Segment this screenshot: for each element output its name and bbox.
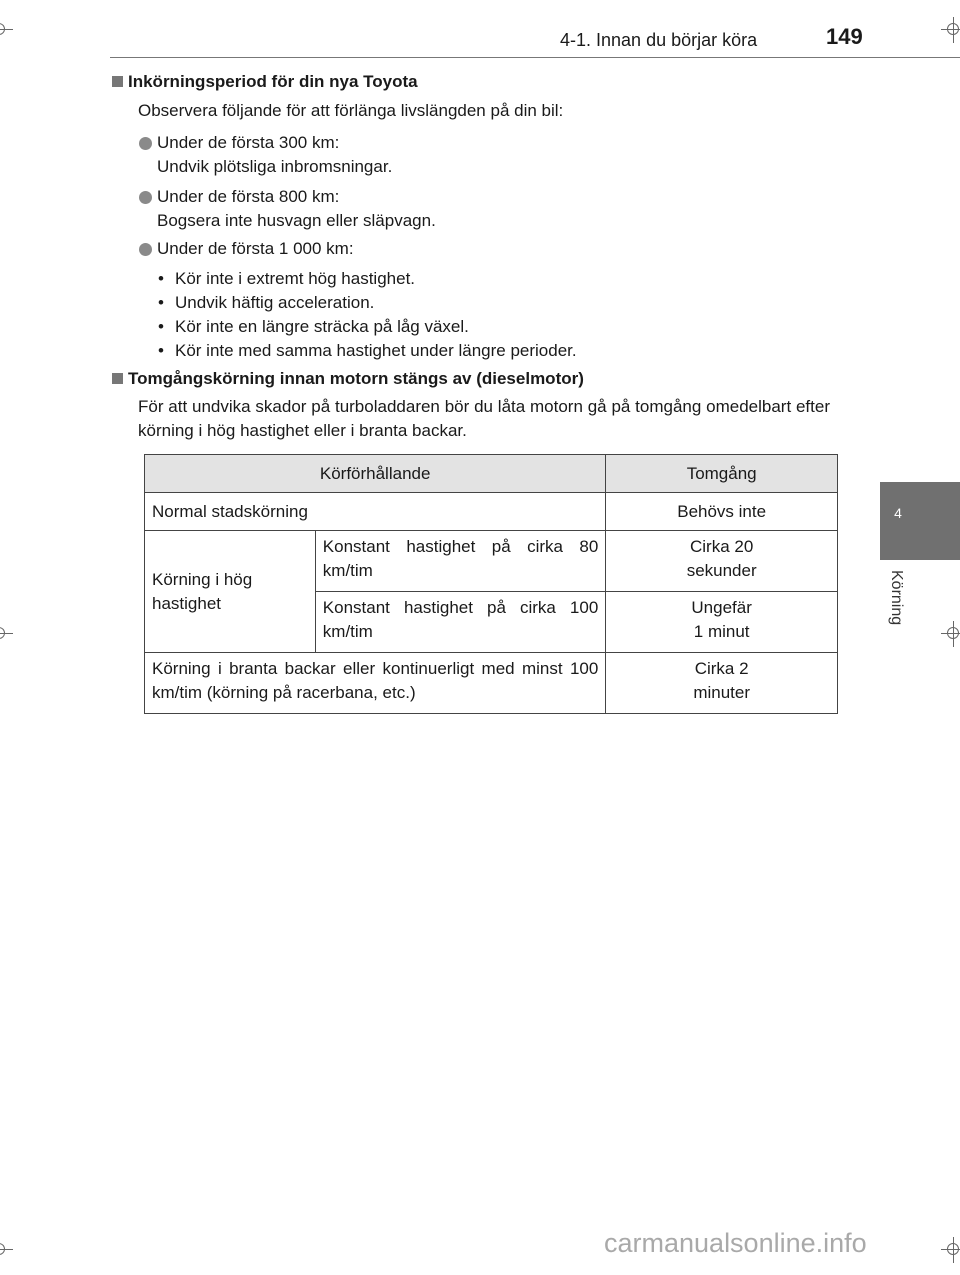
bullet-dot-icon <box>139 191 152 204</box>
table-cell-condition: Normal stadskörning <box>145 493 606 531</box>
table-row <box>145 653 838 714</box>
registration-mark-mid-left <box>0 621 13 647</box>
table-row <box>145 531 838 592</box>
table-cell-condition: Konstant hastighet på cirka 100 km/tim <box>315 592 606 653</box>
section-heading: Inkörningsperiod för din nya Toyota <box>128 72 418 91</box>
sub-bullet-icon: • <box>158 269 164 288</box>
idle-value-line: Cirka 20 <box>690 537 754 556</box>
section-paragraph: För att undvika skador på turboladdaren bör du låta motorn gå på tomgång omedelbart efter körning i hög hastighet eller i branta backar. <box>138 397 830 440</box>
chapter-tab <box>880 482 960 560</box>
chapter-number: 4 <box>894 505 902 521</box>
watermark: carmanualsonline.info <box>604 1228 867 1258</box>
idle-value-line: Ungefär <box>691 598 752 617</box>
table-cell-idle: Behövs inte <box>606 493 838 531</box>
idle-value-line: Cirka 2 <box>694 659 749 678</box>
section-heading: Tomgångskörning innan motorn stängs av (dieselmotor) <box>128 369 584 388</box>
list-item-title: Under de första 800 km: <box>157 187 340 206</box>
sub-list-item: Kör inte i extremt hög hastighet. <box>175 269 416 288</box>
page-number: 149 <box>826 24 863 49</box>
registration-mark-bottom-right <box>941 1237 960 1263</box>
bullet-dot-icon <box>139 243 152 256</box>
heading-square-icon <box>112 76 123 87</box>
table-cell-idle <box>606 592 838 653</box>
table-cell-condition: Körning i branta backar eller kontinuerligt med minst 100 km/tim (körning på racerbana, etc.) <box>145 653 606 714</box>
list-item-title: Under de första 1 000 km: <box>157 239 354 258</box>
intro-text: Observera följande för att förlänga livslängden på din bil: <box>138 101 564 120</box>
idle-value-line: sekunder <box>686 561 757 580</box>
sub-bullet-icon: • <box>158 317 164 336</box>
registration-mark-top-left <box>0 17 13 43</box>
idle-value-line: 1 minut <box>693 622 750 641</box>
table-header-condition: Körförhållande <box>145 455 606 493</box>
bullet-dot-icon <box>139 137 152 150</box>
heading-square-icon <box>112 373 123 384</box>
idle-table <box>144 454 838 714</box>
sub-bullet-icon: • <box>158 293 164 312</box>
idle-value-line: minuter <box>693 683 750 702</box>
table-cell-idle <box>606 653 838 714</box>
registration-mark-bottom-left <box>0 1237 13 1263</box>
registration-mark-top-right <box>941 17 960 43</box>
table-cell-high-speed: Körning i hög hastighet <box>145 531 316 653</box>
section-header: 4-1. Innan du börjar köra <box>560 30 758 50</box>
sub-list-item: Kör inte en längre sträcka på låg växel. <box>175 317 469 336</box>
table-cell-idle <box>606 531 838 592</box>
list-item-text: Bogsera inte husvagn eller släpvagn. <box>157 211 436 230</box>
registration-mark-mid-right <box>941 621 960 647</box>
sub-list-item: Kör inte med samma hastighet under längre perioder. <box>175 341 577 360</box>
table-header-idle: Tomgång <box>606 455 838 493</box>
chapter-label: Körning <box>888 570 905 626</box>
header-rule <box>110 57 960 58</box>
table-header-row <box>145 455 838 493</box>
list-item-text: Undvik plötsliga inbromsningar. <box>157 157 393 176</box>
table-row <box>145 493 838 531</box>
table-cell-condition: Konstant hastighet på cirka 80 km/tim <box>315 531 606 592</box>
sub-bullet-icon: • <box>158 341 164 360</box>
list-item-title: Under de första 300 km: <box>157 133 340 152</box>
sub-list-item: Undvik häftig acceleration. <box>175 293 375 312</box>
